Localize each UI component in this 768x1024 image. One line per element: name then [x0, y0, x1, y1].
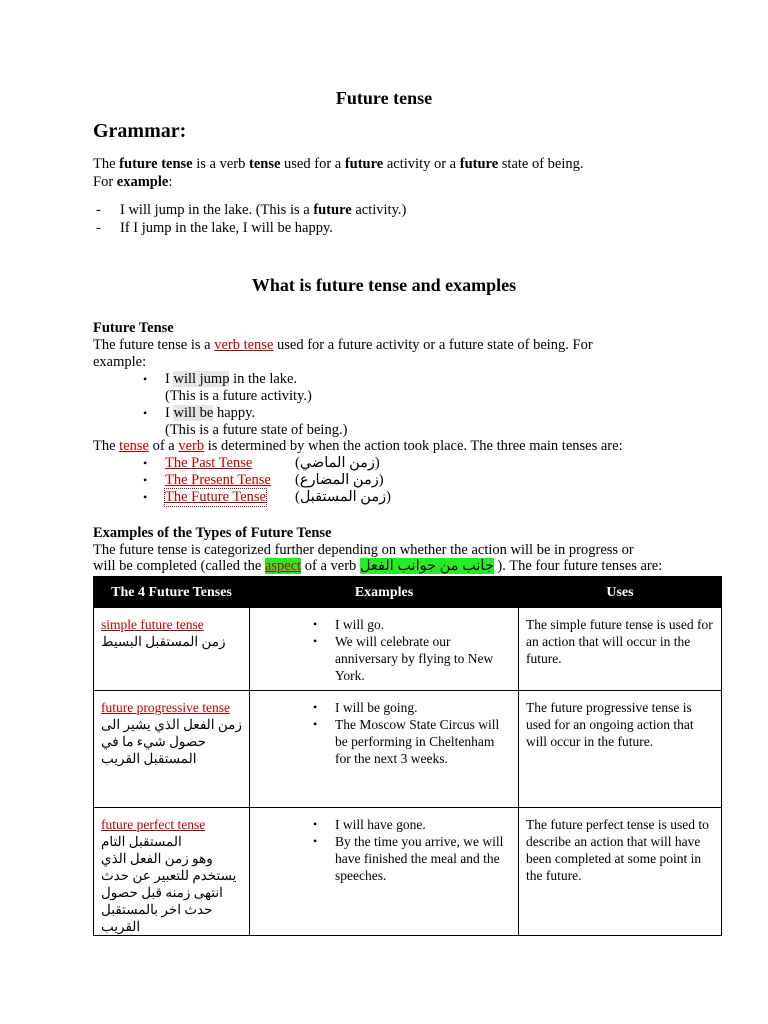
text: For: [93, 174, 117, 190]
list-item: • We will celebrate our anniversary by flying to New York.: [335, 633, 511, 684]
highlighted-text: will jump: [173, 371, 230, 387]
column-header: Examples: [250, 577, 519, 608]
examples-cell: [250, 808, 519, 936]
text: I: [165, 405, 174, 421]
page-title: Future tense: [335, 88, 433, 108]
dash-marker: -: [96, 220, 101, 236]
arabic-gloss: (زمن الماضي): [295, 455, 380, 471]
uses-cell: The simple future tense is used for an action that will occur in the future.: [519, 608, 722, 691]
verb-link[interactable]: verb: [178, 438, 205, 454]
text: activity.): [351, 202, 407, 218]
list-item: • The Moscow State Circus will be performing in Cheltenham for the next 3 weeks.: [335, 716, 511, 767]
arabic-highlight: جانب من جوانب الفعل: [359, 558, 494, 574]
text: is determined by when the action took place. The three main tenses are:: [204, 438, 623, 454]
future-progressive-tense-link[interactable]: future progressive tense: [101, 700, 230, 715]
def-text: is a verb: [192, 156, 249, 172]
for-example-line: [93, 174, 172, 191]
grammar-example-list: [96, 202, 696, 242]
text: If I jump in the lake, I will be happy.: [120, 220, 333, 236]
three-tenses-list: [143, 455, 443, 511]
table-row: [94, 808, 722, 936]
text: The future tense is a: [93, 337, 215, 353]
uses-cell: The future perfect tense is used to describe an action that will have been completed at some point in the future.: [519, 808, 722, 936]
paragraph-line: [93, 438, 743, 455]
column-header: Uses: [519, 577, 722, 608]
tense-name-cell: [94, 808, 250, 936]
bold-text: example: [116, 174, 169, 190]
grammar-heading: Grammar:: [93, 120, 187, 142]
present-tense-link[interactable]: The Present Tense: [165, 472, 271, 488]
grammar-definition: [93, 156, 733, 173]
bullet-icon: •: [143, 490, 148, 504]
list-item: • I will be going.: [335, 699, 511, 716]
paragraph-line: The future tense is categorized further depending on whether the action will be in progress or: [93, 542, 634, 558]
list-item: • I will have gone.: [335, 816, 511, 833]
bold-text: future: [313, 202, 352, 218]
def-bold: tense: [248, 156, 281, 172]
verb-tense-link[interactable]: verb tense: [214, 337, 274, 353]
list-item-note: (This is a future state of being.): [165, 422, 348, 438]
text: The: [93, 438, 120, 454]
tense-link[interactable]: tense: [119, 438, 149, 454]
list-item: [120, 220, 333, 237]
arabic-gloss: زمن المستقبل البسيط: [101, 634, 226, 649]
def-bold: future: [344, 156, 384, 172]
arabic-gloss: وهو زمن الفعل الذي يستخدم للتعبير عن حدث انتهى زمنه قبل حصول حدث اخر بالمستقبل القريب: [101, 851, 237, 934]
table-header-row: [94, 577, 722, 608]
dash-marker: -: [96, 202, 101, 218]
subheading-types: Examples of the Types of Future Tense: [93, 525, 332, 541]
future-tenses-table: [93, 576, 722, 936]
text: I: [165, 371, 174, 387]
arabic-gloss: زمن الفعل الذي يشير الى حصول شيء ما في المستقبل القريب: [101, 717, 242, 766]
text: I will jump in the lake. (This is a: [120, 202, 314, 218]
text: will be completed (called the: [93, 558, 265, 574]
text: in the lake.: [229, 371, 298, 387]
def-text: The: [93, 156, 120, 172]
list-item: • I will go.: [335, 616, 511, 633]
text: happy.: [213, 405, 256, 421]
arabic-gloss: المستقبل التام: [101, 834, 182, 849]
def-text: activity or a: [383, 156, 460, 172]
list-item-note: (This is a future activity.): [165, 388, 312, 404]
def-text: used for a: [280, 156, 345, 172]
arabic-gloss: (زمن المضارع): [295, 472, 384, 488]
uses-cell: The future progressive tense is used for an ongoing action that will occur in the future.: [519, 691, 722, 808]
def-bold: future tense: [119, 156, 193, 172]
table-row: [94, 691, 722, 808]
future-tense-link[interactable]: The Future Tense: [165, 489, 266, 505]
section-heading: What is future tense and examples: [251, 275, 517, 295]
text: used for a future activity or a future state of being. For: [273, 337, 593, 353]
text: of a verb: [301, 558, 360, 574]
list-item: [165, 405, 255, 422]
text: :: [168, 174, 173, 190]
paragraph-line: [93, 558, 743, 575]
text: ). The four future tenses are:: [493, 558, 663, 574]
past-tense-link[interactable]: The Past Tense: [165, 455, 253, 471]
examples-cell: [250, 691, 519, 808]
list-item: • By the time you arrive, we will have finished the meal and the speeches.: [335, 833, 511, 884]
text: of a: [148, 438, 179, 454]
bullet-icon: •: [143, 456, 148, 470]
simple-future-tense-link[interactable]: simple future tense: [101, 617, 204, 632]
bullet-icon: •: [143, 372, 148, 386]
bullet-icon: •: [143, 473, 148, 487]
tense-name-cell: [94, 691, 250, 808]
paragraph-line: [93, 337, 733, 354]
examples-cell: [250, 608, 519, 691]
column-header: The 4 Future Tenses: [94, 577, 250, 608]
aspect-link[interactable]: aspect: [264, 558, 302, 574]
highlighted-text: will be: [173, 405, 214, 421]
example-bullets: [143, 371, 543, 441]
def-text: state of being.: [498, 156, 584, 172]
list-item: [120, 202, 406, 219]
arabic-gloss: (زمن المستقبل): [295, 489, 391, 505]
future-perfect-tense-link[interactable]: future perfect tense: [101, 817, 206, 832]
tense-name-cell: [94, 608, 250, 691]
def-bold: future: [459, 156, 499, 172]
list-item: [165, 371, 297, 388]
table-row: [94, 608, 722, 691]
paragraph-line: example:: [93, 354, 147, 370]
subheading-future-tense: Future Tense: [93, 320, 174, 336]
bullet-icon: •: [143, 406, 148, 420]
